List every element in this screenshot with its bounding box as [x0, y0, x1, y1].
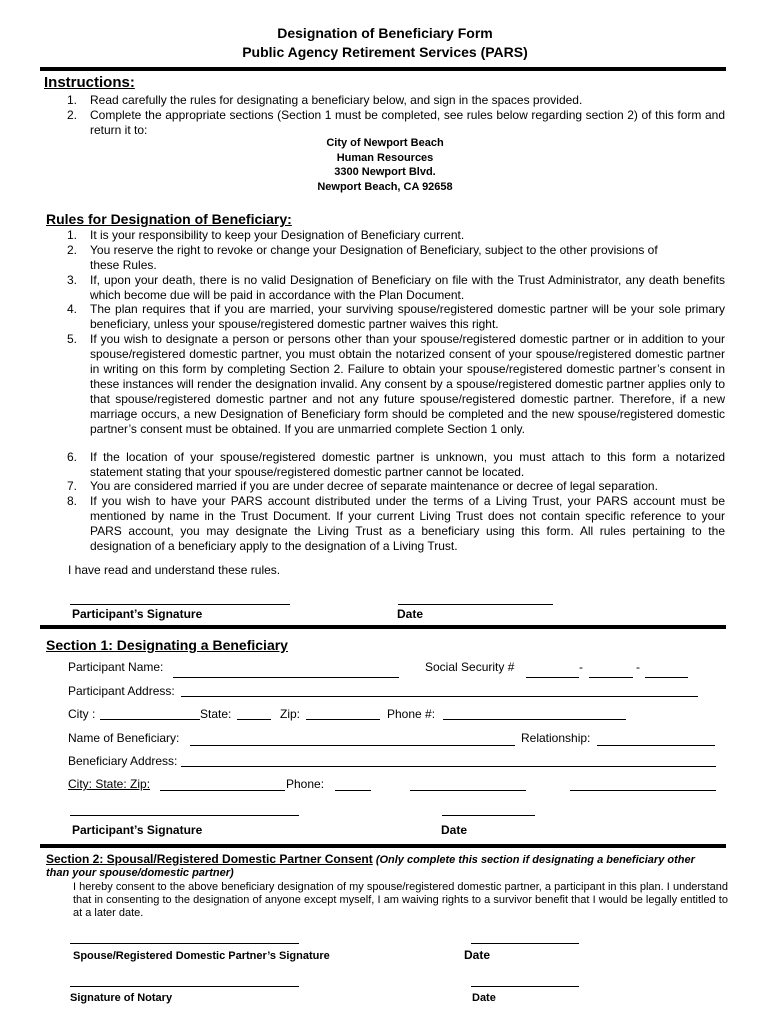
rule-item: If you wish to have your PARS account distributed under the terms of a Living Trust, your PARS account must be mentioned by name in the Trust Document. If your current Living Trust does not contain specific reference to your PARS account, you may designate the Living Trust as a beneficiary using this form. All rules pertaining to the designation of a beneficiary apply to the designation of a Living Trust. — [90, 494, 725, 553]
rule-item: If the location of your spouse/registered domestic partner is unknown, you must attach to this form a notarized statement stating that your spouse/registered domestic partner cannot be located. — [90, 450, 725, 479]
rule-item: If you wish to designate a person or persons other than your spouse/registered domestic partner or in addition to your spouse/registered domestic partner, you must obtain the notarized consent of your spouse/registered domestic partner in writing on this form by completing Section 2. Failure to obtain your spouse/registered domestic partner’s consent in these instances will render the designation invalid. Any consent by a spouse/registered domestic partner applies only to that spouse/registered domestic partner and not any future spouse/registered domestic partner. Therefore, if a new marriage occurs, a new Designation of Beneficiary form should be completed and the new spouse/registered domestic partner’s consent must be obtained. If you are unmarried complete Section 1 only. — [90, 332, 725, 436]
beneficiary-name-label: Name of Beneficiary: — [68, 731, 180, 745]
ssn-separator: - — [579, 660, 583, 674]
beneficiary-phone-field-part2[interactable] — [410, 790, 526, 791]
instruction-number: 1. — [66, 93, 77, 107]
date-label: Date — [397, 607, 424, 621]
instructions-heading: Instructions: — [44, 74, 135, 91]
state-field[interactable] — [237, 719, 271, 720]
participant-name-field[interactable] — [173, 677, 399, 678]
notary-date-line[interactable] — [471, 986, 579, 987]
section2-heading: Section 2: Spousal/Registered Domestic Partner Consent — [46, 852, 373, 866]
instruction-item: Read carefully the rules for designating a beneficiary below, and sign in the spaces provided. — [90, 93, 583, 107]
phone-field[interactable] — [443, 719, 626, 720]
rule-number: 3. — [66, 273, 77, 287]
acknowledgement: I have read and understand these rules. — [68, 563, 281, 577]
date-line[interactable] — [398, 604, 553, 605]
city-state-zip-text: City: State: Zip: — [68, 777, 151, 791]
beneficiary-name-field[interactable] — [190, 745, 515, 746]
city-state-zip-label — [68, 777, 150, 791]
participant-signature-label-2: Participant’s Signature — [72, 823, 203, 837]
divider — [40, 844, 726, 848]
ssn-field-part2[interactable] — [589, 677, 633, 678]
phone2-label: Phone: — [286, 777, 325, 791]
rule-number: 1. — [66, 228, 77, 242]
section2-note: (Only complete this section if designating a beneficiary other — [375, 854, 695, 866]
section1-heading: Section 1: Designating a Beneficiary — [46, 637, 288, 653]
beneficiary-phone-field-part3[interactable] — [570, 790, 716, 791]
city-field[interactable] — [100, 719, 200, 720]
beneficiary-city-state-zip-field[interactable] — [160, 790, 285, 791]
relationship-label: Relationship: — [521, 731, 591, 745]
participant-address-field[interactable] — [181, 696, 698, 697]
ssn-field-part3[interactable] — [645, 677, 688, 678]
divider — [40, 67, 726, 71]
return-address — [0, 136, 770, 194]
participant-signature-label: Participant’s Signature — [72, 607, 203, 621]
rule-number: 5. — [66, 332, 77, 346]
rule-number: 7. — [66, 479, 77, 493]
address-line: Newport Beach, CA 92658 — [317, 180, 453, 193]
rules-heading: Rules for Designation of Beneficiary: — [46, 211, 292, 227]
rule-item: You reserve the right to revoke or change your Designation of Beneficiary, subject to the other provisions of these Rules. — [90, 243, 658, 272]
participant-signature-line-2[interactable] — [70, 815, 299, 816]
rule-number: 8. — [66, 494, 77, 508]
relationship-field[interactable] — [597, 745, 715, 746]
city-label: City : — [68, 707, 96, 721]
beneficiary-phone-field-part1[interactable] — [335, 790, 371, 791]
rule-item: It is your responsibility to keep your Designation of Beneficiary current. — [90, 228, 465, 242]
state-label: State: — [200, 707, 232, 721]
spouse-date-label: Date — [464, 948, 491, 962]
phone-label: Phone #: — [387, 707, 436, 721]
section2-note-cont: than your spouse/domestic partner) — [46, 867, 234, 879]
participant-address-label: Participant Address: — [68, 684, 175, 698]
address-line: Human Resources — [336, 151, 434, 164]
address-line: City of Newport Beach — [326, 137, 444, 149]
date-label-2: Date — [441, 823, 468, 837]
form-title: Designation of Beneficiary Form — [277, 25, 493, 41]
beneficiary-address-field[interactable] — [181, 766, 716, 767]
divider — [40, 625, 726, 629]
notary-signature-line[interactable] — [70, 986, 299, 987]
rule-number: 2. — [66, 243, 77, 257]
ssn-label: Social Security # — [425, 660, 515, 674]
rule-item: If, upon your death, there is no valid Designation of Beneficiary on file with the Trust Administrator, any death benefits which become due will be paid in accordance with the Plan Document. — [90, 273, 725, 302]
spouse-date-line[interactable] — [471, 943, 579, 944]
rule-number: 6. — [66, 450, 77, 464]
ssn-field-part1[interactable] — [526, 677, 579, 678]
form-subtitle: Public Agency Retirement Services (PARS) — [242, 44, 528, 60]
spouse-signature-label: Spouse/Registered Domestic Partner’s Signature — [73, 950, 330, 962]
notary-date-label: Date — [472, 992, 496, 1004]
rule-number: 4. — [66, 302, 77, 316]
participant-signature-line[interactable] — [70, 604, 290, 605]
instruction-item: Complete the appropriate sections (Section 1 must be completed, see rules below regarding section 2) of this form and return it to: — [90, 108, 725, 137]
zip-field[interactable] — [306, 719, 380, 720]
notary-signature-label: Signature of Notary — [70, 992, 173, 1004]
ssn-separator: - — [636, 660, 640, 674]
zip-label: Zip: — [280, 707, 301, 721]
beneficiary-address-label: Beneficiary Address: — [68, 754, 178, 768]
section2-header — [46, 853, 736, 867]
rule-item: The plan requires that if you are married, your surviving spouse/registered domestic partner will be your sole primary beneficiary, unless your spouse/registered domestic partner waives this right. — [90, 302, 725, 331]
rule-item: You are considered married if you are under decree of separate maintenance or decree of legal separation. — [90, 479, 658, 493]
consent-text: I hereby consent to the above beneficiary designation of my spouse/registered domestic partner, a participant in this plan. I understand that in consenting to the designation of anyone except myself, I am waiving rights to a survivor benefit that I would be legally entitled to at a later date. — [73, 881, 728, 919]
participant-name-label: Participant Name: — [68, 660, 164, 674]
spouse-signature-line[interactable] — [70, 943, 299, 944]
address-line: 3300 Newport Blvd. — [334, 166, 436, 178]
instruction-number: 2. — [66, 108, 77, 122]
date-line-2[interactable] — [442, 815, 535, 816]
